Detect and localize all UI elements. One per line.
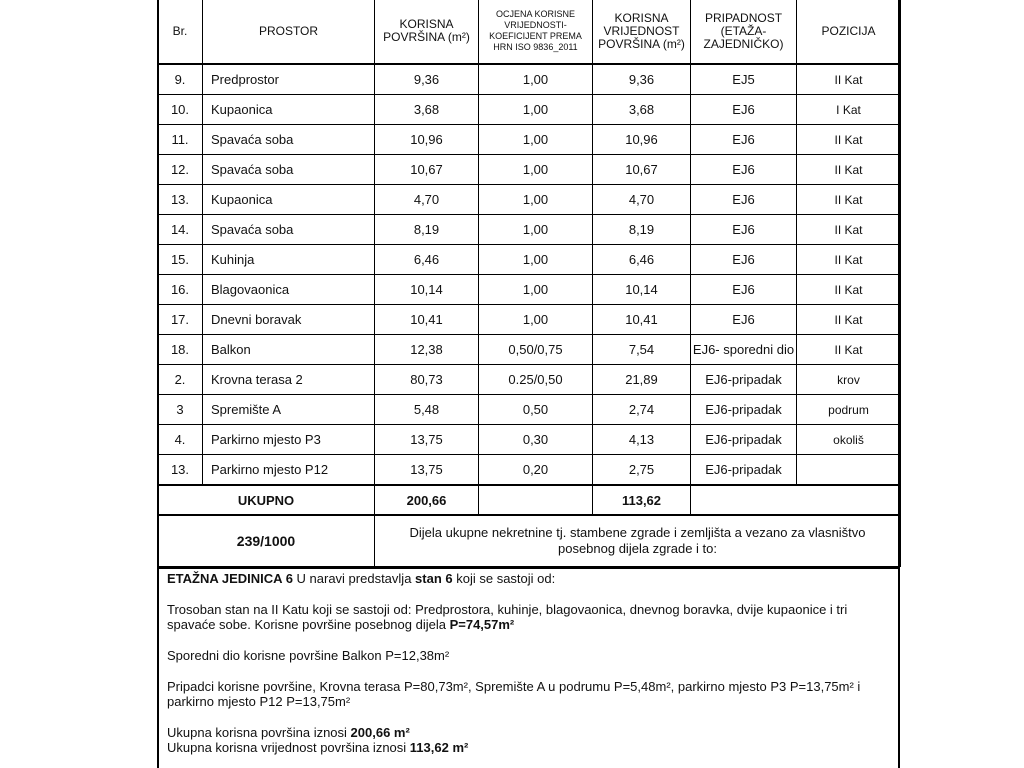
table-row — [158, 95, 901, 125]
para1-text: Trosoban stan na II Katu koji se sastoji od: Predprostora, kuhinje, blagovaonica, dnevnog boravka, dvije kupaonice i tri spavaće sobe. Korisne površine posebnog dijela — [167, 602, 848, 632]
cell-korisna: 10,96 — [375, 125, 479, 155]
area-table — [157, 0, 901, 567]
header-vrijednost: KORISNA VRIJEDNOST POVRŠINA (m²) — [593, 0, 691, 64]
cell-prostor: Parkirno mjesto P3 — [203, 425, 375, 455]
cell-koef: 1,00 — [479, 275, 593, 305]
cell-vrijednost: 2,74 — [593, 395, 691, 425]
cell-br: 10. — [158, 95, 203, 125]
line1-bold: 200,66 m² — [350, 725, 410, 740]
cell-prostor: Spavaća soba — [203, 215, 375, 245]
cell-pozicija: II Kat — [797, 125, 901, 155]
cell-vrijednost: 7,54 — [593, 335, 691, 365]
table-row — [158, 335, 901, 365]
cell-br: 12. — [158, 155, 203, 185]
cell-koef: 1,00 — [479, 155, 593, 185]
cell-prostor: Spavaća soba — [203, 125, 375, 155]
cell-br: 17. — [158, 305, 203, 335]
cell-pozicija: I Kat — [797, 95, 901, 125]
cell-br: 11. — [158, 125, 203, 155]
line1-text: Ukupna korisna površina iznosi — [167, 725, 351, 740]
cell-vrijednost: 10,96 — [593, 125, 691, 155]
title-bold: ETAŽNA JEDINICA 6 — [167, 571, 293, 586]
cell-pripadnost: EJ6 — [691, 305, 797, 335]
cell-koef: 0,50/0,75 — [479, 335, 593, 365]
description-para1 — [167, 602, 890, 632]
cell-koef: 1,00 — [479, 125, 593, 155]
cell-koef: 0,30 — [479, 425, 593, 455]
cell-korisna: 9,36 — [375, 64, 479, 95]
cell-pripadnost: EJ6 — [691, 125, 797, 155]
cell-pozicija: II Kat — [797, 155, 901, 185]
cell-korisna: 10,14 — [375, 275, 479, 305]
cell-koef: 0.25/0,50 — [479, 365, 593, 395]
table-row — [158, 455, 901, 486]
cell-pripadnost: EJ6 — [691, 95, 797, 125]
description-line2 — [167, 740, 890, 755]
header-pozicija: POZICIJA — [797, 0, 901, 64]
cell-korisna: 8,19 — [375, 215, 479, 245]
cell-pripadnost: EJ6 — [691, 155, 797, 185]
table-row — [158, 64, 901, 95]
cell-br: 2. — [158, 365, 203, 395]
total-korisna: 200,66 — [375, 485, 479, 515]
cell-pozicija: II Kat — [797, 64, 901, 95]
cell-br: 18. — [158, 335, 203, 365]
cell-vrijednost: 4,70 — [593, 185, 691, 215]
title-end: koji se sastoji od: — [452, 571, 556, 586]
header-korisna: KORISNA POVRŠINA (m²) — [375, 0, 479, 64]
cell-prostor: Parkirno mjesto P12 — [203, 455, 375, 486]
table-row — [158, 215, 901, 245]
cell-vrijednost: 10,14 — [593, 275, 691, 305]
table-row — [158, 305, 901, 335]
cell-vrijednost: 10,67 — [593, 155, 691, 185]
header-pripadnost: PRIPADNOST (ETAŽA- ZAJEDNIČKO) — [691, 0, 797, 64]
cell-pozicija: podrum — [797, 395, 901, 425]
cell-br: 4. — [158, 425, 203, 455]
cell-vrijednost: 10,41 — [593, 305, 691, 335]
header-ocjena: OCJENA KORISNE VRIJEDNOSTI- KOEFICIJENT PREMA HRN ISO 9836_2011 — [479, 0, 593, 64]
share-fraction: 239/1000 — [158, 515, 375, 567]
cell-pozicija: II Kat — [797, 215, 901, 245]
cell-korisna: 4,70 — [375, 185, 479, 215]
cell-vrijednost: 8,19 — [593, 215, 691, 245]
header-br: Br. — [158, 0, 203, 64]
cell-pozicija: II Kat — [797, 185, 901, 215]
cell-korisna: 80,73 — [375, 365, 479, 395]
cell-prostor: Kupaonica — [203, 95, 375, 125]
cell-br: 9. — [158, 64, 203, 95]
cell-vrijednost: 2,75 — [593, 455, 691, 486]
cell-prostor: Balkon — [203, 335, 375, 365]
para1-bold: P=74,57m² — [449, 617, 515, 632]
description-line1 — [167, 725, 890, 740]
cell-prostor: Kuhinja — [203, 245, 375, 275]
cell-prostor: Blagovaonica — [203, 275, 375, 305]
cell-prostor: Kupaonica — [203, 185, 375, 215]
cell-prostor: Predprostor — [203, 64, 375, 95]
cell-pripadnost: EJ6 — [691, 245, 797, 275]
share-note: Dijela ukupne nekretnine tj. stambene zgrade i zemljišta a vezano za vlasništvo posebnog dijela zgrade i to: — [375, 515, 901, 567]
table-row — [158, 425, 901, 455]
cell-koef: 0,50 — [479, 395, 593, 425]
title-bold2: stan 6 — [415, 571, 453, 586]
table-row — [158, 125, 901, 155]
cell-prostor: Dnevni boravak — [203, 305, 375, 335]
line2-text: Ukupna korisna vrijednost površina iznosi — [167, 740, 410, 755]
total-row — [158, 485, 901, 515]
cell-korisna: 12,38 — [375, 335, 479, 365]
cell-pripadnost: EJ6 — [691, 215, 797, 245]
cell-korisna: 10,67 — [375, 155, 479, 185]
title-mid: U naravi predstavlja — [292, 571, 416, 586]
cell-koef: 0,20 — [479, 455, 593, 486]
total-label: UKUPNO — [158, 485, 375, 515]
cell-koef: 1,00 — [479, 215, 593, 245]
cell-vrijednost: 3,68 — [593, 95, 691, 125]
cell-koef: 1,00 — [479, 305, 593, 335]
table-row — [158, 245, 901, 275]
cell-br: 13. — [158, 185, 203, 215]
cell-koef: 1,00 — [479, 245, 593, 275]
share-row — [158, 515, 901, 567]
cell-koef: 1,00 — [479, 185, 593, 215]
cell-koef: 1,00 — [479, 95, 593, 125]
cell-pripadnost: EJ5 — [691, 64, 797, 95]
cell-koef: 1,00 — [479, 64, 593, 95]
cell-br: 14. — [158, 215, 203, 245]
header-row — [158, 0, 901, 64]
table-row — [158, 155, 901, 185]
table-row — [158, 395, 901, 425]
cell-korisna: 13,75 — [375, 455, 479, 486]
table-row — [158, 185, 901, 215]
cell-korisna: 10,41 — [375, 305, 479, 335]
cell-pripadnost: EJ6-pripadak — [691, 455, 797, 486]
description-title — [167, 571, 890, 586]
cell-korisna: 3,68 — [375, 95, 479, 125]
cell-pozicija — [797, 455, 901, 486]
total-empty-right — [691, 485, 901, 515]
cell-korisna: 6,46 — [375, 245, 479, 275]
cell-vrijednost: 4,13 — [593, 425, 691, 455]
total-empty — [479, 485, 593, 515]
header-prostor: PROSTOR — [203, 0, 375, 64]
cell-vrijednost: 21,89 — [593, 365, 691, 395]
cell-br: 13. — [158, 455, 203, 486]
cell-br: 3 — [158, 395, 203, 425]
cell-pozicija: II Kat — [797, 305, 901, 335]
cell-br: 16. — [158, 275, 203, 305]
cell-br: 15. — [158, 245, 203, 275]
description-para3: Pripadci korisne površine, Krovna terasa P=80,73m², Spremište A u podrumu P=5,48m², parkirno mjesto P3 P=13,75m² i parkirno mjesto P12 P=13,75m² — [167, 679, 861, 709]
total-vrijednost: 113,62 — [593, 485, 691, 515]
cell-pozicija: II Kat — [797, 275, 901, 305]
cell-korisna: 5,48 — [375, 395, 479, 425]
cell-prostor: Spavaća soba — [203, 155, 375, 185]
cell-pripadnost: EJ6 — [691, 185, 797, 215]
unit-description — [159, 567, 898, 768]
description-para2: Sporedni dio korisne površine Balkon P=12,38m² — [167, 648, 450, 663]
cell-pripadnost: EJ6 — [691, 275, 797, 305]
cell-pozicija: okoliš — [797, 425, 901, 455]
cell-pripadnost: EJ6-pripadak — [691, 395, 797, 425]
cell-pozicija: II Kat — [797, 335, 901, 365]
cell-korisna: 13,75 — [375, 425, 479, 455]
line2-bold: 113,62 m² — [409, 740, 469, 755]
cell-prostor: Krovna terasa 2 — [203, 365, 375, 395]
table-row — [158, 365, 901, 395]
cell-pozicija: II Kat — [797, 245, 901, 275]
table-row — [158, 275, 901, 305]
cell-prostor: Spremište A — [203, 395, 375, 425]
cell-pripadnost: EJ6- sporedni dio — [691, 335, 797, 365]
cell-pozicija: krov — [797, 365, 901, 395]
cell-pripadnost: EJ6-pripadak — [691, 425, 797, 455]
cell-vrijednost: 9,36 — [593, 64, 691, 95]
cell-pripadnost: EJ6-pripadak — [691, 365, 797, 395]
cell-vrijednost: 6,46 — [593, 245, 691, 275]
